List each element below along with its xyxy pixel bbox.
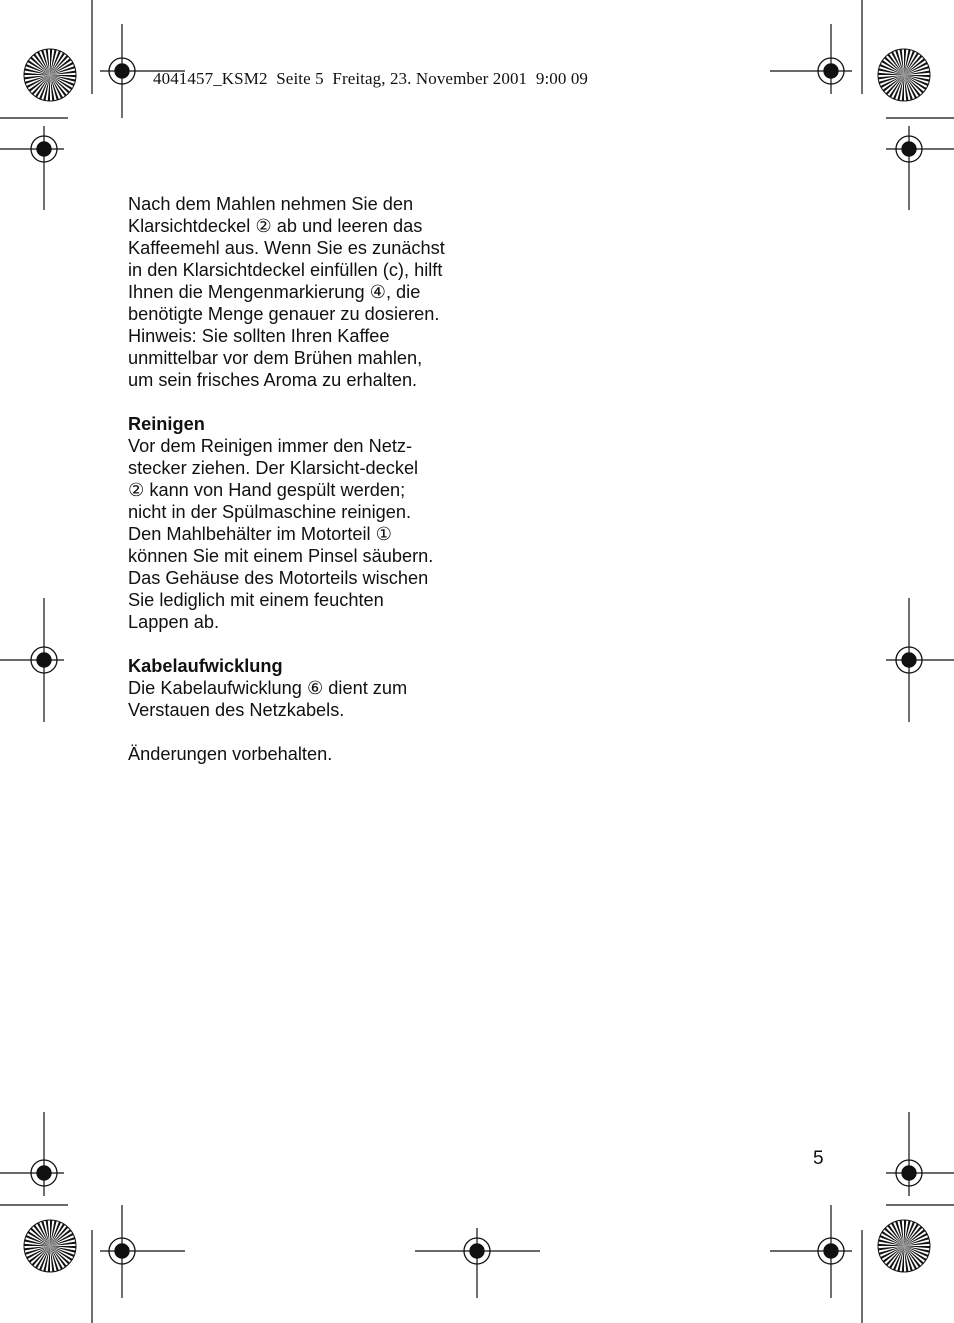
text-line: Kaffeemehl aus. Wenn Sie es zunächst [128,238,445,258]
text-line: Das Gehäuse des Motorteils wischen [128,568,429,588]
starburst-icon-bottom-right [878,1220,930,1272]
registration-mark-icon-left-middle [0,598,64,722]
kabelaufwicklung-paragraph [128,677,468,721]
text-line: benötigte Menge genauer zu dosieren. [128,304,440,324]
starburst-ray [48,75,50,101]
starburst-ray [902,75,904,101]
print-slug-header: 4041457_KSM2 Seite 5 Freitag, 23. November 2001 9:00 09 [153,69,589,88]
text-line: Hinweis: Sie sollten Ihren Kaffee [128,326,390,346]
registration-mark-icon-bottom-center [415,1228,540,1298]
reinigen-paragraph [128,435,468,633]
starburst-ray [50,49,52,75]
registration-mark-icon-right-lower [886,1112,954,1196]
registration-mark-icon-bottom-left [100,1205,185,1298]
paragraph-spacer [128,721,468,743]
closing-note: Änderungen vorbehalten. [128,744,333,764]
paragraph-spacer [128,633,468,655]
starburst-ray [24,73,50,75]
starburst-ray [902,1246,904,1272]
registration-mark-icon-right-upper [886,126,954,210]
intro-paragraph [128,193,468,391]
starburst-ray [24,1244,50,1246]
text-line: ② kann von Hand gespült werden; [128,480,406,500]
text-line: Vor dem Reinigen immer den Netz- [128,436,413,456]
starburst-ray [50,75,76,77]
starburst-ray [878,73,904,75]
registration-mark-icon-top-right [770,24,852,94]
starburst-ray [878,1244,904,1246]
starburst-icon-top-right [878,49,930,101]
section-heading-reinigen: Reinigen [128,414,205,434]
starburst-ray [904,1220,906,1246]
paragraph-spacer [128,391,468,413]
starburst-ray [904,1246,930,1248]
document-body [128,193,468,765]
starburst-ray [48,1246,50,1272]
starburst-ray [904,49,906,75]
starburst-ray [904,75,930,77]
registration-mark-icon-left-upper [0,126,64,210]
text-line: stecker ziehen. Der Klarsicht-deckel [128,458,419,478]
text-line: unmittelbar vor dem Brühen mahlen, [128,348,423,368]
starburst-icon-top-left [24,49,76,101]
text-line: Sie lediglich mit einem feuchten [128,590,384,610]
text-line: können Sie mit einem Pinsel säubern. [128,546,434,566]
text-line: Ihnen die Mengenmarkierung ④, die [128,282,421,302]
text-line: in den Klarsichtdeckel einfüllen (c), hilft [128,260,443,280]
text-line: Verstauen des Netzkabels. [128,700,345,720]
text-line: Den Mahlbehälter im Motorteil ① [128,524,392,544]
page-number: 5 [813,1148,824,1169]
text-line: nicht in der Spülmaschine reinigen. [128,502,412,522]
text-line: Lappen ab. [128,612,220,632]
text-line: um sein frisches Aroma zu erhalten. [128,370,418,390]
text-line: Nach dem Mahlen nehmen Sie den [128,194,414,214]
registration-mark-icon-right-middle [886,598,954,722]
registration-mark-icon-left-lower [0,1112,64,1196]
registration-mark-icon-bottom-right [770,1205,852,1298]
section-heading-kabelaufwicklung: Kabelaufwicklung [128,656,283,676]
text-line: Klarsichtdeckel ② ab und leeren das [128,216,423,236]
starburst-ray [50,1220,52,1246]
text-line: Die Kabelaufwicklung ⑥ dient zum [128,678,408,698]
starburst-ray [50,1246,76,1248]
starburst-icon-bottom-left [24,1220,76,1272]
